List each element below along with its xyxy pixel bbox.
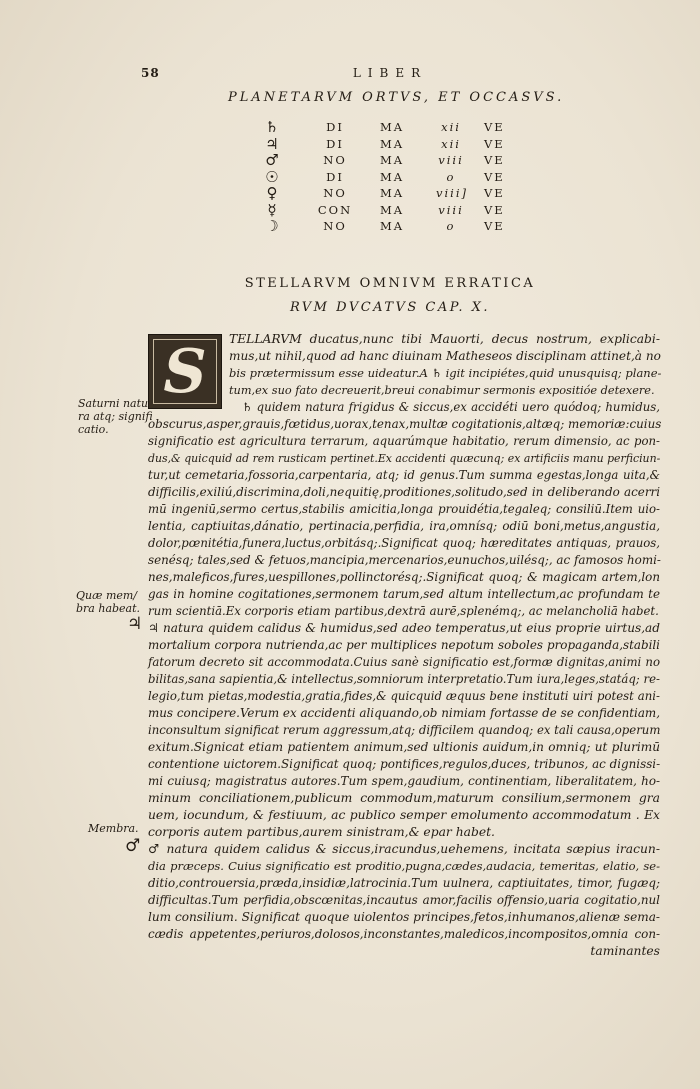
planet-symbol-icon: ☉ xyxy=(265,167,281,186)
table-cell: MA xyxy=(380,186,405,200)
table-cell: MA xyxy=(380,136,405,151)
table-cell: MA xyxy=(380,153,405,167)
initial-letter: S xyxy=(163,337,207,407)
text-line: significatio est agricultura terrarum, aquarúmque habitatio, rerum dimensio, ac pon- xyxy=(148,434,660,448)
chapter-title-line1: STELLARVM OMNIVM ERRATICA xyxy=(244,276,536,291)
text-line: ♄ quidem natura frigidus & siccus,ex accidéti uero quódoq; humidus, xyxy=(242,400,660,414)
margin-note-line: Saturni natu xyxy=(78,397,149,410)
planet-symbol-icon: ☽ xyxy=(265,217,281,235)
text-line: bis prætermissum esse uideatur.A ♄ igit incipiétes,quid unusquisq; plane- xyxy=(229,366,662,380)
table-cell: VE xyxy=(484,120,505,134)
text-line: lentia, captiuitas,dánatio, pertinacia,perfidia, ira,omnísq; odiū boni,metus,angustia, xyxy=(148,519,660,533)
text-line: legio,tum pietas,modestia,gratia,fides,& quicquid æquus bene instituti uiri potest ani- xyxy=(148,689,660,703)
table-cell: xii xyxy=(441,136,461,151)
margin-note-saturni xyxy=(78,397,153,436)
text-line: inconsultum significat rerum aggressum,atq; difficilem quandoq; ex tali causa,operum xyxy=(148,723,661,737)
table-cell: VE xyxy=(484,169,505,184)
text-line: dus,& quicquid ad rem rusticam pertinet.Ex accidenti quæcunq; ex artificiis manu perficiun- xyxy=(148,452,661,465)
running-title: LIBER xyxy=(352,66,428,80)
planet-symbol-icon: ♀ xyxy=(266,184,280,202)
table-title: PLANETARVM ORTVS, ET OCCASVS. xyxy=(228,90,565,105)
text-line: exitum.Signicat etiam patientem animum,sed ultionis auidum,in omniq; ut plurimū xyxy=(148,740,660,754)
table-cell: xii xyxy=(441,120,461,134)
text-line: TELLARVM ducatus,nunc tibi Mauorti, decus nostrum, explicabi- xyxy=(229,332,660,346)
table-cell: VE xyxy=(484,219,505,233)
table-cell: viii xyxy=(438,202,464,217)
text-line: mus concipere.Verum ex accidenti aliquando,ob nimiam fortasse de se confidentiam, xyxy=(148,706,660,720)
text-line: dia præceps. Cuius significatio est proditio,pugna,cædes,audacia, temeritas, elatio, se- xyxy=(148,859,660,873)
table-cell: o xyxy=(446,219,456,233)
table-cell: VE xyxy=(484,153,505,167)
text-line: minum conciliationem,publicum commodum,maturum consilium,sermonem gra xyxy=(148,791,660,805)
text-line: nes,maleficos,fures,uespillones,pollinctorésq;.Significat quoq; & magicam artem,lon xyxy=(148,570,660,584)
planet-symbol-icon: ♄ xyxy=(265,118,281,136)
mars-margin-icon: ♂ xyxy=(125,836,141,856)
text-line: ♃ natura quidem calidus & humidus,sed adeo temperatus,ut eius proprie uirtus,ad xyxy=(148,621,660,635)
text-line: ditio,controuersia,præda,insidiæ,latrocinia.Tum uulnera, captiuitates, timor, fugæq; xyxy=(148,876,660,890)
text-line: lum consilium. Significat quoque uiolentos principes,fetos,inhumanos,alienæ sema- xyxy=(148,910,661,924)
table-cell: VE xyxy=(484,136,505,151)
decorated-initial xyxy=(148,334,222,409)
text-line: mū ingeniū,sermo certus,stabilis amicitia,longa prouidétia,tegaleq; consiliū.Item uio- xyxy=(148,502,660,516)
text-line: mortalium corpora nutrienda,ac per multiplices nepotum soboles propaganda,stabili xyxy=(148,638,660,652)
margin-note-line: Quæ mem/ xyxy=(76,589,138,602)
text-line: mus,ut nihil,quod ad hanc diuinam Matheseos disciplinam attinet,à no xyxy=(229,349,661,363)
table-cell: VE xyxy=(484,202,505,217)
text-line: gas in homine cogitationes,sermonem tarum,sed altum intellectum,ac profundam te xyxy=(148,587,660,601)
table-cell: DI xyxy=(326,136,344,151)
text-line: taminantes xyxy=(590,944,660,958)
text-line: obscurus,asper,grauis,fœtidus,uorax,tenax,multæ cogitationis,altæq; memoriæ:cuius xyxy=(148,417,662,431)
table-cell: NO xyxy=(323,219,347,233)
text-line: cædis appetentes,periuros,dolosos,inconstantes,maledicos,incompositos,omnia con- xyxy=(148,927,660,941)
table-cell: viii] xyxy=(436,186,469,200)
table-cell: CON xyxy=(317,202,353,217)
text-line: tur,ut cemetaria,fossoria,carpentaria, atq; id genus.Tum summa egestas,longa uita,& xyxy=(148,468,660,482)
text-line: difficultas.Tum perfidia,obscœnitas,incautus amor,facilis offensio,uaria cogitatio,nul xyxy=(148,893,660,907)
planet-symbol-icon: ♂ xyxy=(265,151,281,169)
text-line: difficilis,exiliú,discrimina,doli,nequitię,proditiones,solitudo,sed in deliberando acerri xyxy=(148,485,660,499)
margin-note-line: catio. xyxy=(78,423,109,436)
text-line: dolor,pœnitétia,funera,luctus,orbitásq;.Significat quoq; hæreditates antiquas, prauos, xyxy=(148,536,660,550)
table-cell: MA xyxy=(380,169,405,184)
table-cell: NO xyxy=(323,186,347,200)
text-line: fatorum decreto sit accommodata.Cuius sanè significatio est,formæ dignitas,animi no xyxy=(148,655,660,669)
text-line: corporis autem partibus,aurem sinistram,& epar habet. xyxy=(148,825,495,839)
table-cell: o xyxy=(446,169,456,184)
margin-note-line: bra habeat. xyxy=(76,602,141,615)
text-line: mi cuiusq; magistratus autores.Tum spem,gaudium, continentiam, liberalitatem, ho- xyxy=(148,774,660,788)
text-line: tum,ex suo fato decreuerit,breui conabimur sermonis expositióe detexere. xyxy=(229,384,655,397)
text-line: bilitas,sana sapientia,& intellectus,somniorum interpretatio.Tum iura,leges,statáq; re- xyxy=(148,672,660,686)
table-cell: MA xyxy=(380,202,405,217)
margin-note-line: ra atq; signifi xyxy=(78,410,153,423)
text-line: senésq; tales,sed & fetuos,mancipia,mercenarios,eunuchos,uilésq;, ac famosos homi- xyxy=(148,553,661,567)
table-cell: VE xyxy=(484,186,505,200)
margin-note-membra: Membra. xyxy=(88,822,139,835)
text-line: contentione uictorem.Significat quoq; pontifices,regulos,duces, tribunos, ac dignissi- xyxy=(148,757,661,771)
table-cell: MA xyxy=(380,120,405,134)
text-line: ♂ natura quidem calidus & siccus,iracundus,uehemens, incitata sæpius iracun- xyxy=(148,842,660,856)
table-cell: DI xyxy=(326,120,344,134)
table-cell: DI xyxy=(326,169,344,184)
chapter-title-line2: RVM DVCATVS CAP. X. xyxy=(289,300,491,315)
planet-symbol-icon: ☿ xyxy=(267,200,279,219)
jupiter-margin-icon: ♃ xyxy=(127,614,143,634)
table-cell: MA xyxy=(380,219,405,233)
table-cell: viii xyxy=(438,153,464,167)
page-number: 58 xyxy=(141,66,160,80)
table-cell: NO xyxy=(323,153,347,167)
margin-note-quae-membra xyxy=(76,589,140,615)
text-line: uem, iocundum, & festiuum, ac publico semper emolumento accommodatum . Ex xyxy=(148,808,660,822)
planet-symbol-icon: ♃ xyxy=(265,134,281,153)
text-line: rum scientiā.Ex corporis etiam partibus,dextrā aurē,splenémq;, ac melancholiā habet. xyxy=(148,604,659,618)
